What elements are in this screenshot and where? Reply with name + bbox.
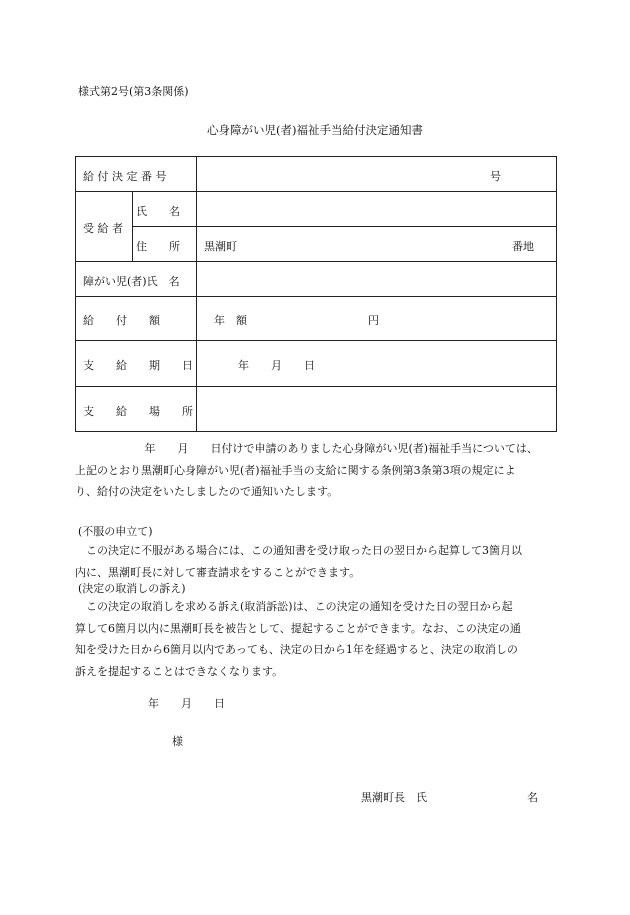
notice-line: 年 月 日付けで申請のありました心身障がい児(者)福祉手当については、 — [75, 442, 538, 455]
yen-unit: 円 — [368, 314, 379, 327]
payment-place-label: 支 給 場 所 — [83, 405, 193, 418]
payment-date-fields: 年 月 日 — [238, 359, 315, 372]
address-town: 黒潮町 — [204, 240, 237, 253]
issue-date: 年 月 日 — [148, 697, 225, 710]
form-number-label: 様式第2号(第3条関係) — [78, 85, 189, 98]
objection-line: 内に、黒潮町長に対して審査請求をすることができます。 — [75, 565, 361, 579]
document-title: 心身障がい児(者)福祉手当給付決定通知書 — [207, 123, 423, 137]
notice-paragraph — [75, 438, 560, 503]
row-divider — [76, 296, 556, 297]
objection-paragraph — [75, 540, 560, 583]
signatory-title: 黒潮町長 氏 — [361, 791, 427, 804]
row-divider — [76, 340, 556, 341]
column-divider — [132, 191, 133, 261]
row-divider — [76, 261, 556, 262]
objection-heading: (不服の申立て) — [78, 525, 153, 538]
row-divider — [76, 191, 556, 192]
objection-line: この決定に不服がある場合には、この通知書を受け取った日の翌日から起算して3箇月以 — [75, 544, 522, 557]
payment-date-label: 支 給 期 日 — [83, 359, 193, 372]
disabled-person-name-label: 障がい児(者)氏 名 — [83, 275, 180, 288]
annual-label: 年 額 — [214, 314, 247, 327]
revocation-line: 算して6箇月以内に黒潮町長を被告として、提起することができます。なお、この決定の通 — [75, 621, 521, 635]
amount-label: 給 付 額 — [83, 314, 160, 327]
revocation-line: 訴えを提起することはできなくなります。 — [75, 664, 284, 678]
decision-number-label: 給 付 決 定 番 号 — [83, 170, 167, 183]
notice-line: り、給付の決定をいたしましたので通知いたします。 — [75, 485, 339, 498]
address-suffix: 番地 — [512, 240, 534, 253]
revocation-line: この決定の取消しを求める訴え(取消訴訟)は、この決定の通知を受けた日の翌日から起 — [75, 600, 513, 613]
revocation-paragraph — [75, 596, 560, 682]
addressee-honorific: 様 — [172, 735, 183, 748]
name-label: 氏 名 — [136, 205, 180, 218]
revocation-heading: (決定の取消しの訴え) — [78, 582, 186, 595]
revocation-line: 知を受けた日から6箇月以内であっても、決定の日から1年を経過すると、決定の取消しの — [75, 643, 518, 656]
recipient-label: 受 給 者 — [83, 222, 123, 235]
address-label: 住 所 — [136, 240, 180, 253]
column-divider — [196, 157, 197, 431]
notice-line: 上記のとおり黒潮町心身障がい児(者)福祉手当の支給に関する条例第3条第3項の規定によ — [75, 463, 516, 477]
number-suffix: 号 — [490, 170, 501, 183]
signatory-name-suffix: 名 — [527, 791, 538, 804]
row-divider — [76, 386, 556, 387]
decision-table — [75, 156, 557, 432]
